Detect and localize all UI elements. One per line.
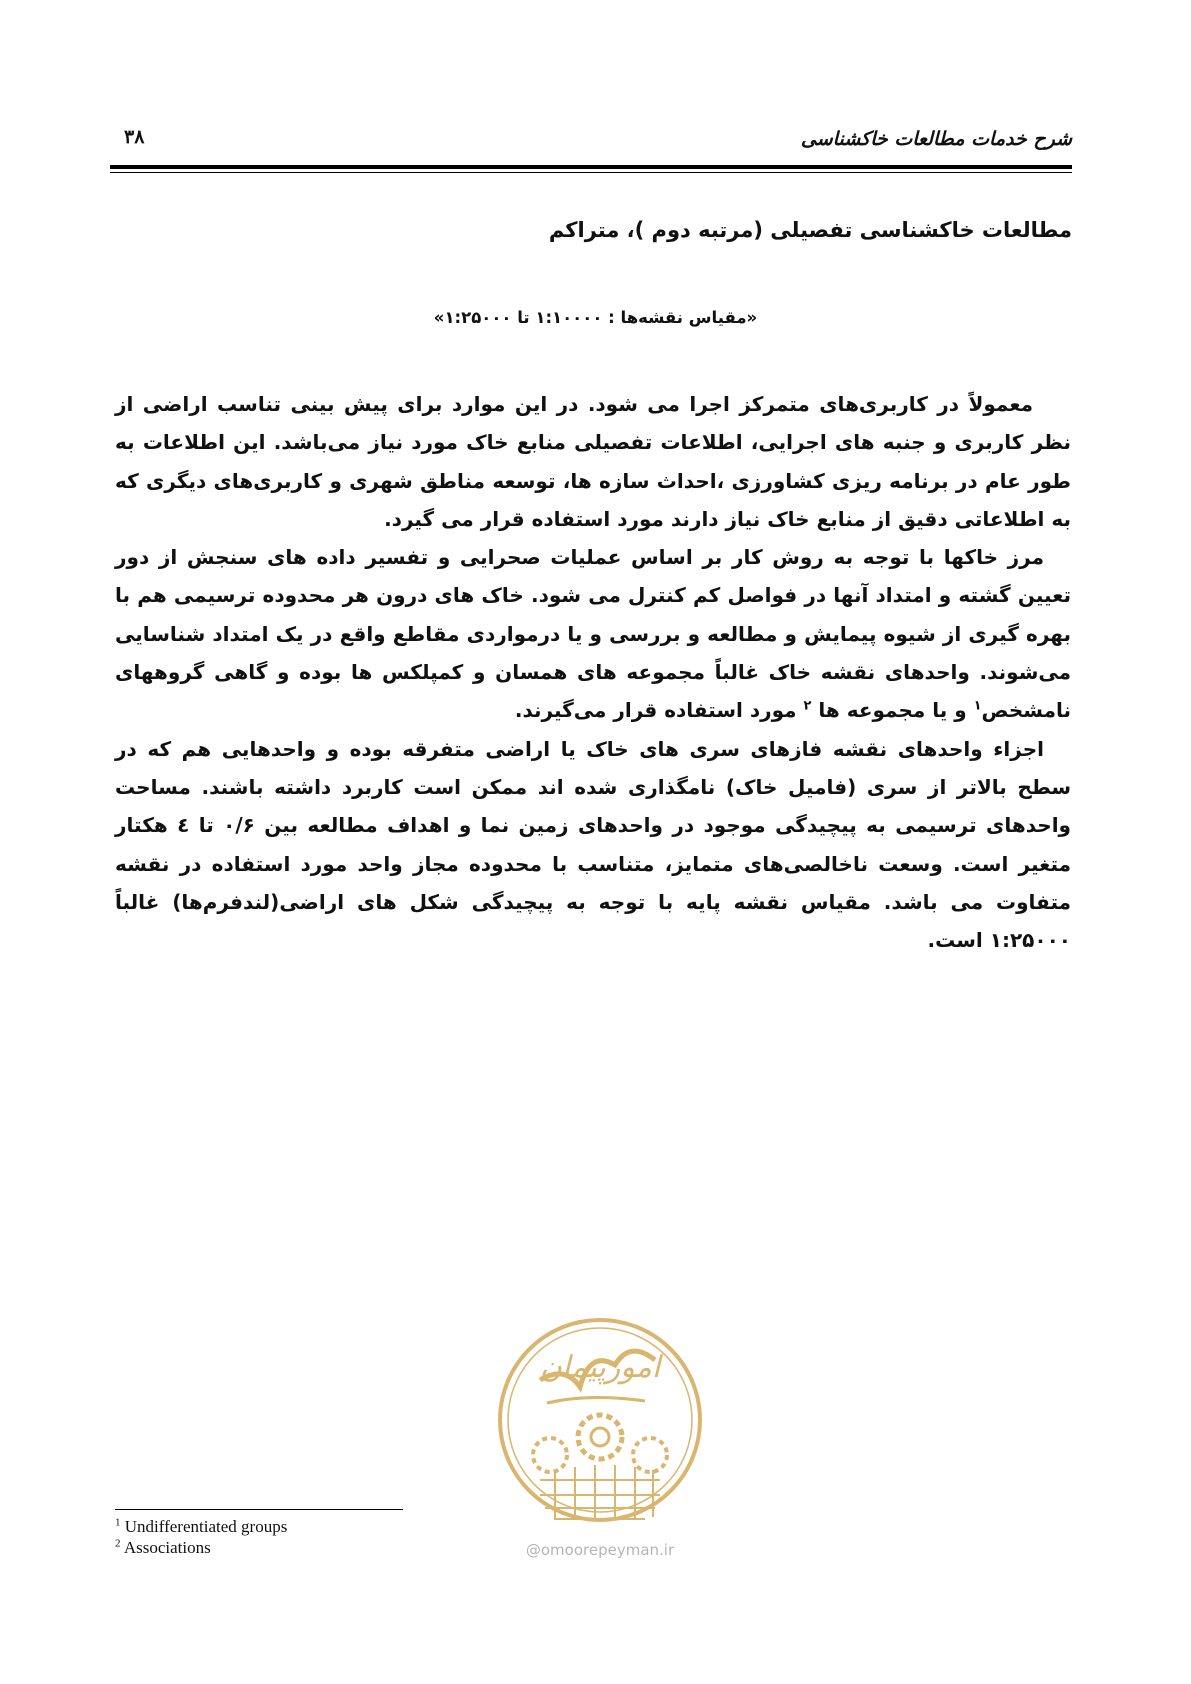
omoorepeyman-seal-watermark <box>495 1305 705 1565</box>
body-text <box>115 385 1071 959</box>
footnote-number: 1 <box>115 1516 121 1529</box>
running-header-title: شرح خدمات مطالعات خاکشناسی <box>800 128 1072 150</box>
map-scale-caption: «مقیاس نقشه‌ها : ۱:۱۰۰۰۰ تا ۱:۲۵۰۰۰» <box>433 308 758 327</box>
page-number: ۳۸ <box>124 126 145 148</box>
paragraph <box>115 538 1071 729</box>
section-title: مطالعات خاکشناسی تفصیلی (مرتبه دوم )، متراکم <box>548 218 1072 242</box>
footnote-rule <box>115 1509 403 1510</box>
paragraph-text: و یا مجموعه ها <box>818 698 974 723</box>
footnote-ref: ۱ <box>973 698 982 714</box>
footnote-text: Associations <box>123 1538 211 1557</box>
footnote <box>115 1516 287 1537</box>
paragraph: معمولاً در کاربری‌های متمرکز اجرا می شود. در این موارد برای پیش بینی تناسب اراضی از نظر کاربری و جنبه های اجرایی، اطلاعات تفصیلی منابع خاک مورد نیاز می‌باشد. این اطلاعات به طور عام در برنامه ریزی کشاورزی ،احداث سازه ها، توسعه مناطق شهری و کاربری‌های دیگری که به اطلاعاتی دقیق از منابع خاک نیاز دارند مورد استفاده قرار می گیرد. <box>115 392 1071 531</box>
header-rule-thin <box>110 172 1072 173</box>
seal-logo-text: امورپیمان <box>539 1350 661 1385</box>
page-header <box>110 128 1072 168</box>
paragraph-text: مورد استفاده قرار می‌گیرند. <box>514 698 804 723</box>
footnote-number: 2 <box>115 1537 121 1550</box>
paragraph: اجزاء واحدهای نقشه فازهای سری های خاک یا اراضی متفرقه بوده و واحدهایی هم که در سطح بالاتر از سری (فامیل خاک) نامگذاری شده اند ممکن است کاربرد داشته باشند. مساحت واحدهای ترسیمی به پیچیدگی موجود در واحدهای زمین نما و اهداف مطالعه بین ۰/۶ تا ٤ هکتار متغیر است. وسعت ناخالصی‌های متمایز، متناسب با محدوده مجاز واحد مورد استفاده در نقشه متفاوت می باشد. مقیاس نقشه پایه با توجه به پیچیدگی شکل های اراضی(لندفرم‌ها) غالباً ۱:۲۵۰۰۰ است. <box>115 736 1071 953</box>
footnotes <box>115 1516 287 1558</box>
footnote <box>115 1537 287 1558</box>
watermark-url: @omoorepeyman.ir <box>525 1541 675 1559</box>
header-rule-thick <box>110 165 1072 169</box>
footnote-text: Undifferentiated groups <box>124 1517 288 1536</box>
footnote-ref: ۲ <box>803 698 812 714</box>
paragraph-text: مرز خاکها با توجه به روش کار بر اساس عملیات صحرایی و تفسیر داده های سنجش از دور تعیین گشته و امتداد آنها در فواصل کم کنترل می شود. خاک های درون هر محدوده ترسیمی هم با بهره گیری از شیوه پیمایش و مطالعه و بررسی و یا درمواردی مقاطع واقع در یک امتداد شناسایی می‌شوند. واحدهای نقشه خاک غالباً مجموعه های همسان و کمپلکس ها بوده و گاهی گروههای نامشخص <box>115 545 1071 723</box>
